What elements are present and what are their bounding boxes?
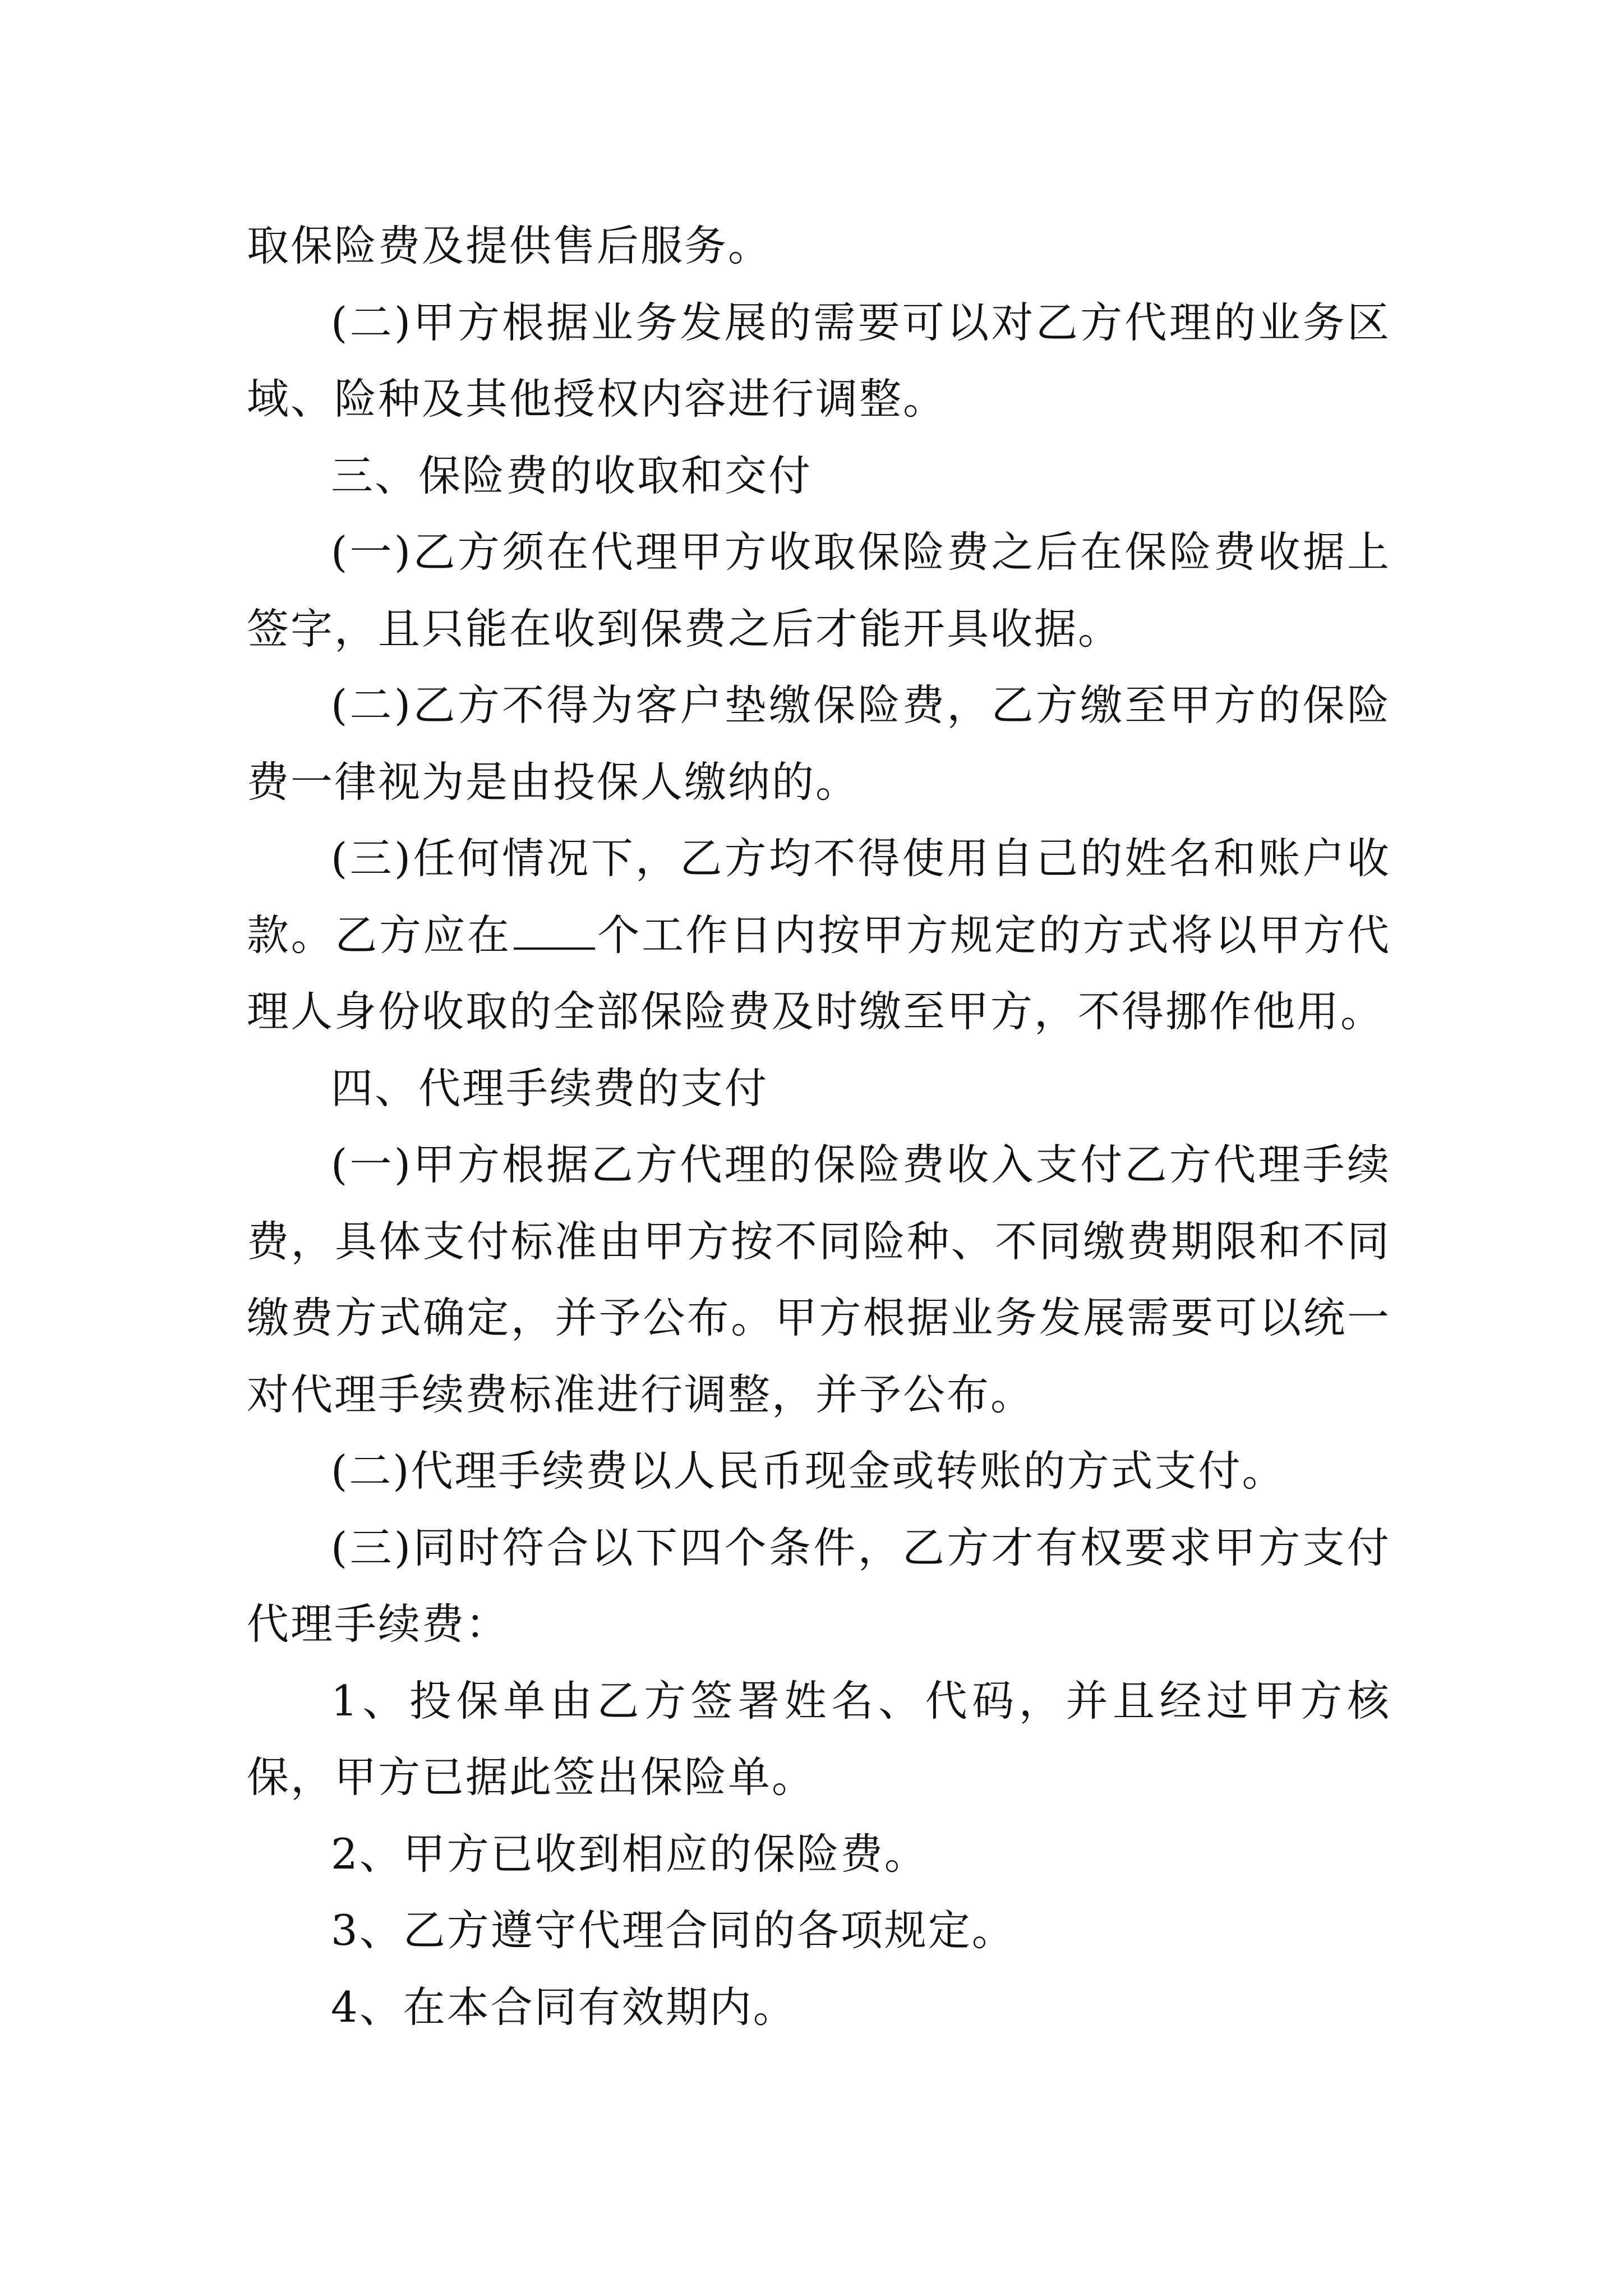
paragraph-6-before: (三)任何情况下，乙方均不得使用自己的姓名和账户收款。乙方应在 [247, 834, 1391, 960]
document-body [247, 208, 1391, 2045]
paragraph-6 [247, 820, 1391, 1050]
paragraph-5: (二)乙方不得为客户垫缴保险费，乙方缴至甲方的保险费一律视为是由投保人缴纳的。 [247, 680, 1391, 807]
paragraph-8: (一)甲方根据乙方代理的保险费收入支付乙方代理手续费，具体支付标准由甲方按不同险种、不同缴费期限和不同缴费方式确定，并予公布。甲方根据业务发展需要可以统一对代理手续费标准进行调整，并予公布。 [247, 1140, 1391, 1419]
section-heading-4: 四、代理手续费的支付 [331, 1063, 769, 1113]
condition-item-4: 4、在本合同有效期内。 [331, 1982, 797, 2032]
paragraph-4: (一)乙方须在代理甲方收取保险费之后在保险费收据上签字，且只能在收到保费之后才能开具收据。 [247, 527, 1391, 654]
blank-fill-line [514, 914, 595, 950]
paragraph-6-after: 个工作日内按甲方规定的方式将以甲方代理人身份收取的全部保险费及时缴至甲方，不得挪作他用。 [247, 910, 1391, 1036]
paragraph-2: (二)甲方根据业务发展的需要可以对乙方代理的业务区域、险种及其他授权内容进行调整。 [247, 297, 1391, 424]
paragraph-9: (二)代理手续费以人民币现金或转账的方式支付。 [331, 1446, 1286, 1496]
paragraph-1: 取保险费及提供售后服务。 [247, 221, 772, 270]
condition-item-1: 1、投保单由乙方签署姓名、代码，并且经过甲方核保，甲方已据此签出保险单。 [247, 1676, 1391, 1802]
condition-item-3: 3、乙方遵守代理合同的各项规定。 [331, 1906, 1016, 1955]
paragraph-10: (三)同时符合以下四个条件，乙方才有权要求甲方支付代理手续费： [247, 1522, 1391, 1649]
section-heading-3: 三、保险费的收取和交付 [331, 450, 813, 500]
condition-item-2: 2、甲方已收到相应的保险费。 [331, 1829, 928, 1879]
